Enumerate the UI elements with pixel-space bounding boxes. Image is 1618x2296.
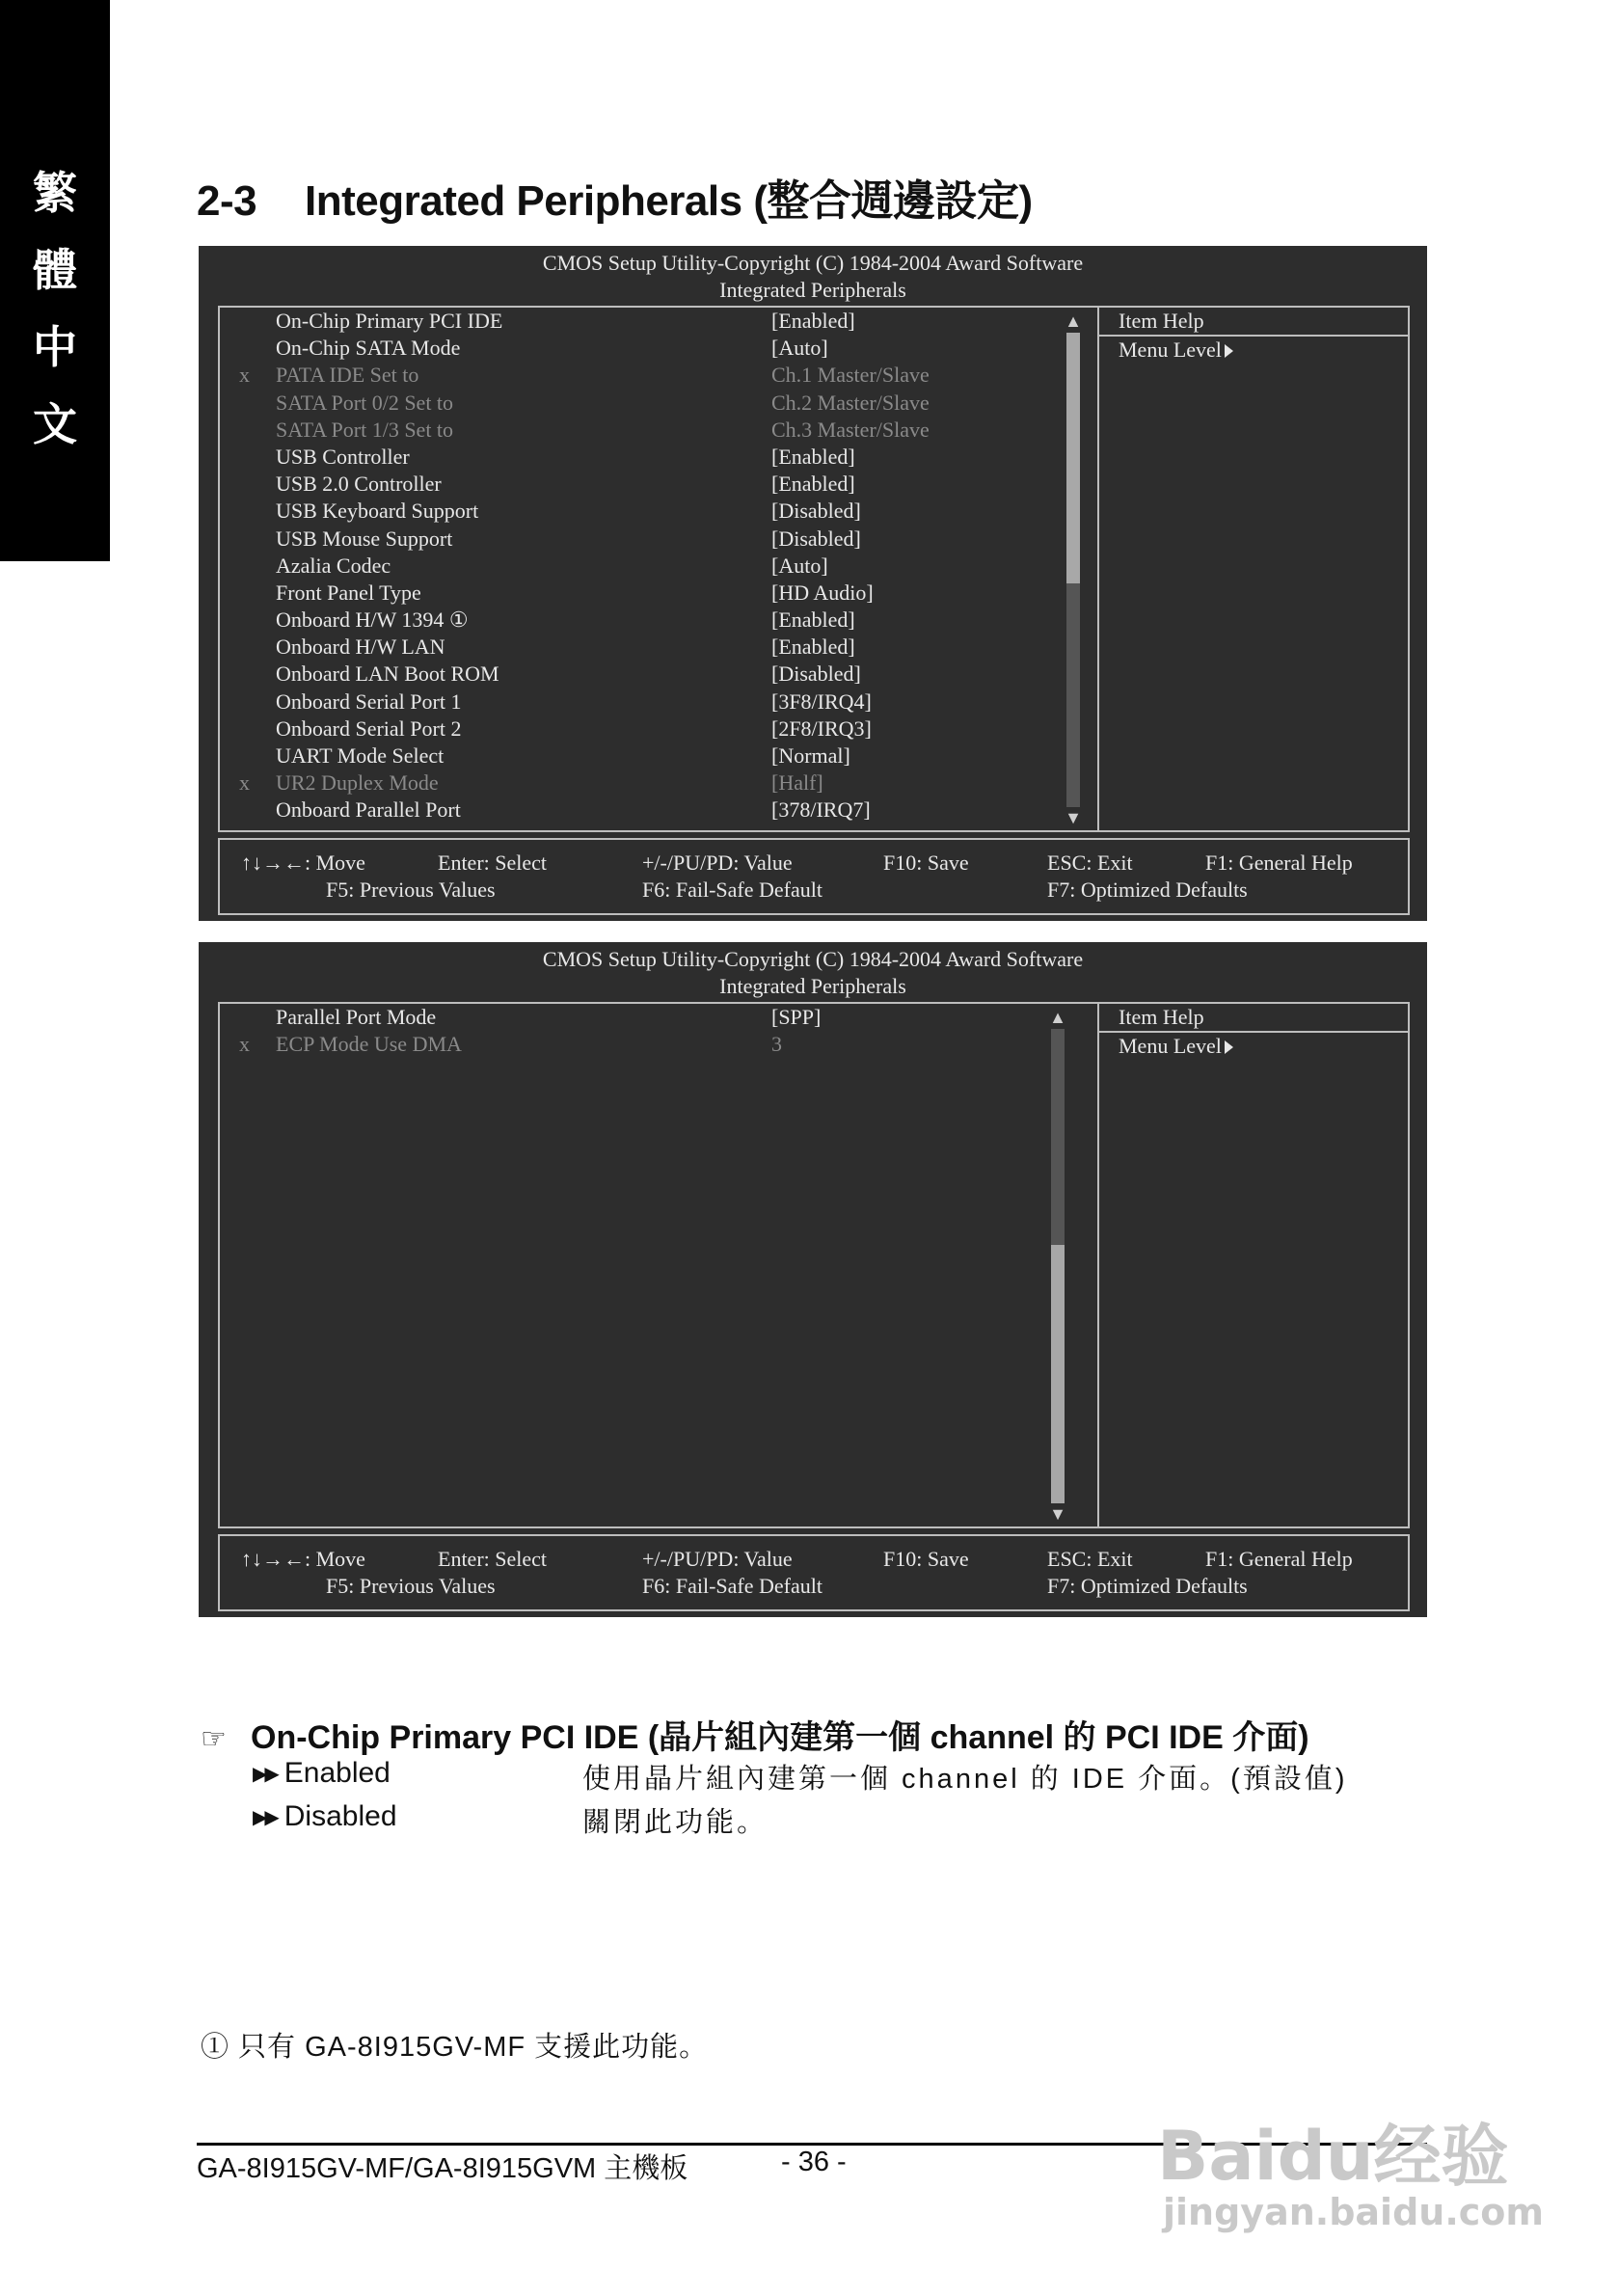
- key-previous-values: F5: Previous Values: [326, 1574, 496, 1598]
- bios-setting-row[interactable]: [220, 743, 1097, 770]
- setting-label: USB Controller: [276, 444, 410, 469]
- key-failsafe-default: F6: Fail-Safe Default: [642, 878, 822, 902]
- section-number: 2-3: [197, 177, 257, 225]
- option-heading: [201, 1711, 1309, 1758]
- key-select: Enter: Select: [438, 1547, 548, 1571]
- key-help: F1: General Help: [1205, 851, 1353, 875]
- setting-label: Onboard Serial Port 2: [276, 716, 462, 741]
- bios-setting-row: [220, 417, 1097, 444]
- option-choice-desc: 關閉此功能。: [582, 1807, 769, 1838]
- option-choice-name: Enabled: [283, 1757, 391, 1789]
- double-arrow-icon: ▶▶: [253, 1807, 277, 1828]
- footnote: ① 只有 GA-8I915GV-MF 支援此功能。: [201, 2032, 709, 2063]
- bios-header: [199, 246, 1427, 300]
- setting-label: Front Panel Type: [276, 580, 421, 605]
- key-move: ↑↓→←: Move: [241, 1547, 365, 1571]
- scrollbar[interactable]: [1051, 1004, 1065, 1525]
- triangle-right-icon: [1225, 344, 1233, 358]
- menu-level-label: Menu Level: [1119, 1034, 1222, 1058]
- unavailable-mark: x: [239, 363, 250, 388]
- bios-body: [218, 306, 1410, 832]
- bios-footer: [218, 838, 1410, 915]
- setting-value[interactable]: [Disabled]: [771, 662, 861, 687]
- triangle-right-icon: [1225, 1040, 1233, 1054]
- watermark-url: jingyan.baidu.com: [1163, 2191, 1544, 2233]
- bios-setting-row[interactable]: [220, 444, 1097, 471]
- setting-value: 3: [771, 1032, 782, 1057]
- setting-label: Onboard LAN Boot ROM: [276, 662, 499, 687]
- setting-value[interactable]: [Enabled]: [771, 444, 855, 469]
- bios-setting-row[interactable]: [220, 716, 1097, 743]
- setting-value[interactable]: [Enabled]: [771, 309, 855, 333]
- item-help-panel: [1099, 1004, 1408, 1526]
- bios-item-list: [220, 308, 1099, 830]
- setting-label: Azalia Codec: [276, 553, 391, 578]
- setting-value[interactable]: [Enabled]: [771, 608, 855, 633]
- setting-label: UR2 Duplex Mode: [276, 770, 439, 796]
- page-number: - 36 -: [781, 2147, 847, 2177]
- side-tab-char: 中: [33, 321, 77, 373]
- scroll-down-icon[interactable]: ▼: [1065, 808, 1082, 827]
- footer-model: GA-8I915GV-MF/GA-8I915GVM 主機板: [197, 2153, 688, 2184]
- key-help: F1: General Help: [1205, 1547, 1353, 1571]
- setting-value[interactable]: [Normal]: [771, 743, 850, 768]
- bios-setting-row[interactable]: [220, 526, 1097, 553]
- menu-level: [1099, 337, 1408, 364]
- scroll-thumb[interactable]: [1066, 333, 1080, 583]
- option-choice: [253, 1757, 391, 1790]
- option-choice: [253, 1800, 397, 1833]
- setting-value[interactable]: [378/IRQ7]: [771, 797, 871, 823]
- key-exit: ESC: Exit: [1047, 851, 1133, 875]
- setting-value: Ch.1 Master/Slave: [771, 363, 930, 388]
- bios-setting-row[interactable]: [220, 1004, 1097, 1031]
- setting-value[interactable]: [SPP]: [771, 1005, 822, 1029]
- setting-label: Onboard H/W 1394 ①: [276, 608, 469, 633]
- key-previous-values: F5: Previous Values: [326, 878, 496, 902]
- key-save: F10: Save: [883, 1547, 969, 1571]
- bios-body: [218, 1002, 1410, 1528]
- bios-setting-row[interactable]: [220, 498, 1097, 525]
- menu-level-label: Menu Level: [1119, 338, 1222, 362]
- setting-label: UART Mode Select: [276, 743, 445, 768]
- menu-level: [1099, 1033, 1408, 1060]
- setting-value[interactable]: [Disabled]: [771, 499, 861, 524]
- key-optimized-defaults: F7: Optimized Defaults: [1047, 878, 1248, 902]
- scroll-up-icon[interactable]: ▲: [1065, 311, 1082, 331]
- bios-footer: [218, 1534, 1410, 1611]
- bios-screen-1: [199, 246, 1427, 921]
- scrollbar[interactable]: [1066, 308, 1080, 828]
- option-choice-desc: 使用晶片組內建第一個 channel 的 IDE 介面。(預設值): [582, 1764, 1348, 1795]
- key-failsafe-default: F6: Fail-Safe Default: [642, 1574, 822, 1598]
- bios-setting-row[interactable]: [220, 580, 1097, 607]
- side-tab-char: 文: [33, 398, 77, 450]
- setting-value[interactable]: [Auto]: [771, 553, 828, 578]
- bios-subtitle: Integrated Peripherals: [719, 974, 906, 998]
- item-help-title: Item Help: [1099, 308, 1408, 337]
- setting-label: SATA Port 1/3 Set to: [276, 417, 454, 442]
- bios-setting-row[interactable]: [220, 607, 1097, 634]
- key-value: +/-/PU/PD: Value: [642, 1547, 793, 1571]
- setting-value[interactable]: [2F8/IRQ3]: [771, 716, 872, 741]
- bios-setting-row[interactable]: [220, 335, 1097, 362]
- setting-value[interactable]: [Enabled]: [771, 472, 855, 497]
- bios-copyright: CMOS Setup Utility-Copyright (C) 1984-2004 Award Software: [542, 947, 1084, 971]
- section-title-text: Integrated Peripherals (整合週邊設定): [305, 177, 1033, 225]
- setting-label: On-Chip Primary PCI IDE: [276, 309, 503, 333]
- item-help-panel: [1099, 308, 1408, 830]
- setting-value[interactable]: [Disabled]: [771, 526, 861, 551]
- setting-label: ECP Mode Use DMA: [276, 1032, 462, 1057]
- section-title: [197, 166, 1033, 228]
- option-choice-name: Disabled: [283, 1800, 397, 1832]
- unavailable-mark: x: [239, 1032, 250, 1057]
- bios-setting-row: [220, 770, 1097, 797]
- scroll-thumb[interactable]: [1051, 1245, 1065, 1503]
- key-move: ↑↓→←: Move: [241, 851, 365, 875]
- key-exit: ESC: Exit: [1047, 1547, 1133, 1571]
- bios-setting-row[interactable]: [220, 797, 1097, 827]
- setting-value: Ch.3 Master/Slave: [771, 417, 930, 442]
- setting-label: On-Chip SATA Mode: [276, 336, 461, 361]
- double-arrow-icon: ▶▶: [253, 1764, 277, 1785]
- setting-label: USB 2.0 Controller: [276, 472, 442, 497]
- key-save: F10: Save: [883, 851, 969, 875]
- setting-label: Onboard Parallel Port: [276, 797, 461, 823]
- side-tab-char: 繁: [33, 167, 77, 219]
- side-tab-char: 體: [33, 244, 77, 296]
- pointing-hand-icon: ☞: [201, 1723, 227, 1755]
- bios-setting-row[interactable]: [220, 471, 1097, 498]
- bios-setting-row[interactable]: [220, 661, 1097, 688]
- bios-subtitle: Integrated Peripherals: [719, 278, 906, 302]
- setting-label: Onboard Serial Port 1: [276, 689, 462, 714]
- setting-value[interactable]: [Auto]: [771, 336, 828, 361]
- bios-screen-2: [199, 942, 1427, 1617]
- bios-setting-row: [220, 390, 1097, 417]
- scroll-up-icon[interactable]: ▲: [1049, 1008, 1066, 1027]
- bios-setting-row: [220, 362, 1097, 389]
- setting-value[interactable]: [HD Audio]: [771, 580, 874, 605]
- language-side-tab: [0, 0, 110, 561]
- setting-value[interactable]: [Enabled]: [771, 635, 855, 660]
- item-help-title: Item Help: [1099, 1004, 1408, 1033]
- key-optimized-defaults: F7: Optimized Defaults: [1047, 1574, 1248, 1598]
- key-value: +/-/PU/PD: Value: [642, 851, 793, 875]
- key-select: Enter: Select: [438, 851, 548, 875]
- setting-value: [Half]: [771, 770, 823, 796]
- bios-header: [199, 942, 1427, 996]
- setting-label: USB Keyboard Support: [276, 499, 479, 524]
- setting-label: PATA IDE Set to: [276, 363, 419, 388]
- unavailable-mark: x: [239, 770, 250, 796]
- setting-label: Parallel Port Mode: [276, 1005, 437, 1029]
- setting-value[interactable]: [3F8/IRQ4]: [771, 689, 872, 714]
- setting-label: USB Mouse Support: [276, 526, 453, 551]
- watermark-brand: Baidu经验: [1157, 2117, 1509, 2196]
- setting-value: Ch.2 Master/Slave: [771, 390, 930, 415]
- bios-setting-row: [220, 1031, 1097, 1058]
- bios-setting-row[interactable]: [220, 553, 1097, 580]
- setting-label: Onboard H/W LAN: [276, 635, 445, 660]
- option-title: On-Chip Primary PCI IDE (晶片組內建第一個 channel 的 PCI IDE 介面): [251, 1719, 1309, 1756]
- bios-item-list: [220, 1004, 1099, 1526]
- scroll-down-icon[interactable]: ▼: [1049, 1504, 1066, 1524]
- bios-copyright: CMOS Setup Utility-Copyright (C) 1984-2004 Award Software: [542, 251, 1084, 275]
- bios-setting-row[interactable]: [220, 689, 1097, 716]
- setting-label: SATA Port 0/2 Set to: [276, 390, 454, 415]
- bios-setting-row[interactable]: [220, 634, 1097, 661]
- bios-setting-row[interactable]: [220, 308, 1097, 335]
